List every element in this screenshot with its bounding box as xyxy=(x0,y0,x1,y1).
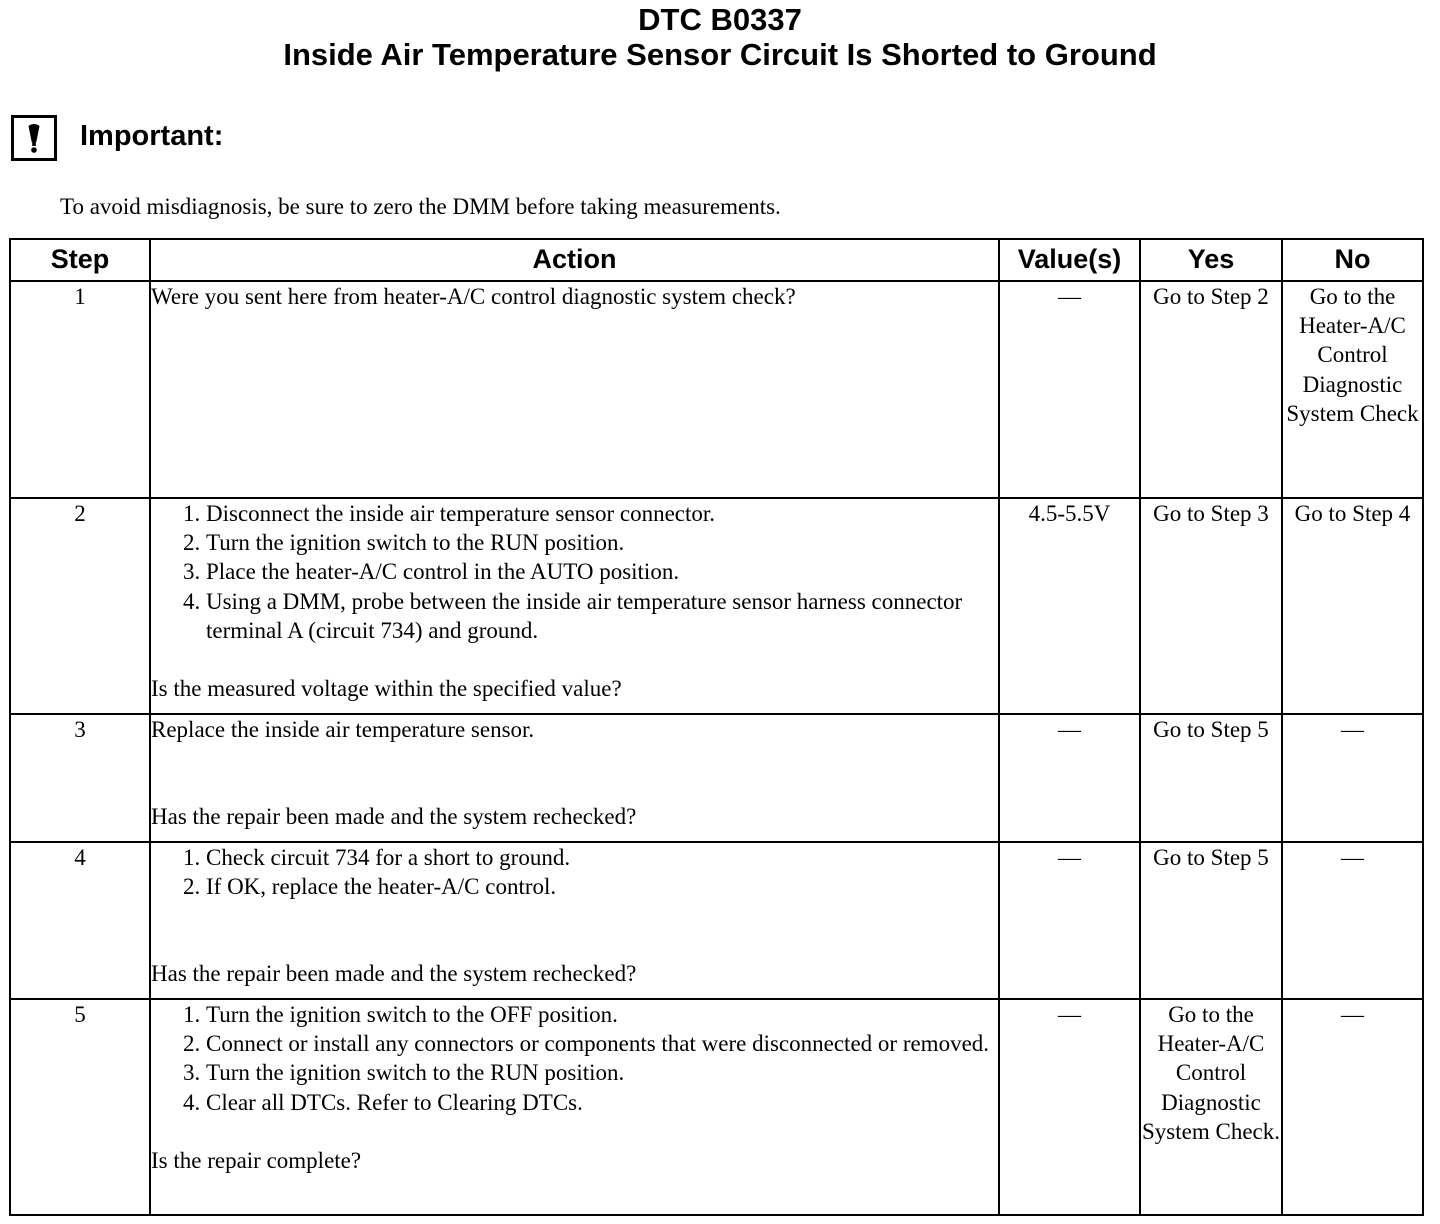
value-cell: — xyxy=(999,714,1140,842)
step-number: 1 xyxy=(10,281,150,498)
list-item: 4. Using a DMM, probe between the inside air temperature sensor harness connector terminal A (circuit 734) and ground. xyxy=(206,587,998,645)
list-item: 1. Disconnect the inside air temperature sensor connector. xyxy=(206,499,998,528)
action-text: Were you sent here from heater-A/C control diagnostic system check? xyxy=(151,284,796,309)
step-number: 2 xyxy=(10,498,150,714)
important-label: Important: xyxy=(80,120,224,152)
list-item: 2. If OK, replace the heater-A/C control. xyxy=(206,872,998,901)
table-row xyxy=(10,842,1423,999)
action-question: Is the measured voltage within the specified value? xyxy=(151,676,622,702)
table-row xyxy=(10,498,1423,714)
action-question: Is the repair complete? xyxy=(151,1147,362,1173)
diagnostic-table xyxy=(9,238,1424,1216)
step-number: 4 xyxy=(10,842,150,999)
step-number: 3 xyxy=(10,714,150,842)
action-text: Replace the inside air temperature sensor. xyxy=(151,717,535,742)
no-cell: Go to Step 4 xyxy=(1282,498,1423,714)
yes-cell: Go to Step 3 xyxy=(1140,498,1282,714)
important-note: To avoid misdiagnosis, be sure to zero the DMM before taking measurements. xyxy=(60,194,781,219)
action-list xyxy=(151,1000,998,1117)
header-no: No xyxy=(1282,239,1423,281)
action-question: Has the repair been made and the system rechecked? xyxy=(151,804,637,830)
value-cell: — xyxy=(999,281,1140,498)
no-cell: — xyxy=(1282,999,1423,1215)
table-header-row xyxy=(10,239,1423,281)
table-row xyxy=(10,999,1423,1215)
yes-cell: Go to the Heater-A/C Control Diagnostic System Check. xyxy=(1140,999,1282,1215)
list-item: 2. Turn the ignition switch to the RUN position. xyxy=(206,528,998,557)
value-cell: — xyxy=(999,999,1140,1215)
step-number: 5 xyxy=(10,999,150,1215)
action-cell xyxy=(150,498,999,714)
list-item: 3. Place the heater-A/C control in the AUTO position. xyxy=(206,557,998,586)
yes-cell: Go to Step 5 xyxy=(1140,842,1282,999)
action-list xyxy=(151,843,998,901)
no-cell: — xyxy=(1282,714,1423,842)
value-cell: 4.5-5.5V xyxy=(999,498,1140,714)
important-icon xyxy=(11,115,57,161)
document-subtitle: Inside Air Temperature Sensor Circuit Is Shorted to Ground xyxy=(283,37,1157,72)
no-cell: — xyxy=(1282,842,1423,999)
table-row xyxy=(10,281,1423,498)
header-action: Action xyxy=(150,239,999,281)
list-item: 4. Clear all DTCs. Refer to Clearing DTCs. xyxy=(206,1088,998,1117)
header-values: Value(s) xyxy=(999,239,1140,281)
yes-cell: Go to Step 2 xyxy=(1140,281,1282,498)
value-cell: — xyxy=(999,842,1140,999)
list-item: 1. Check circuit 734 for a short to ground. xyxy=(206,843,998,872)
action-cell xyxy=(150,842,999,999)
action-list xyxy=(151,499,998,645)
document-title: DTC B0337 xyxy=(638,2,802,37)
no-cell: Go to the Heater-A/C Control Diagnostic System Check xyxy=(1282,281,1423,498)
list-item: 2. Connect or install any connectors or components that were disconnected or removed. xyxy=(206,1029,998,1058)
header-yes: Yes xyxy=(1140,239,1282,281)
table-row xyxy=(10,714,1423,842)
list-item: 3. Turn the ignition switch to the RUN position. xyxy=(206,1058,998,1087)
header-step: Step xyxy=(10,239,150,281)
action-cell xyxy=(150,281,999,498)
list-item: 1. Turn the ignition switch to the OFF position. xyxy=(206,1000,998,1029)
action-cell xyxy=(150,999,999,1215)
action-question: Has the repair been made and the system rechecked? xyxy=(151,961,637,987)
action-cell xyxy=(150,714,999,842)
yes-cell: Go to Step 5 xyxy=(1140,714,1282,842)
